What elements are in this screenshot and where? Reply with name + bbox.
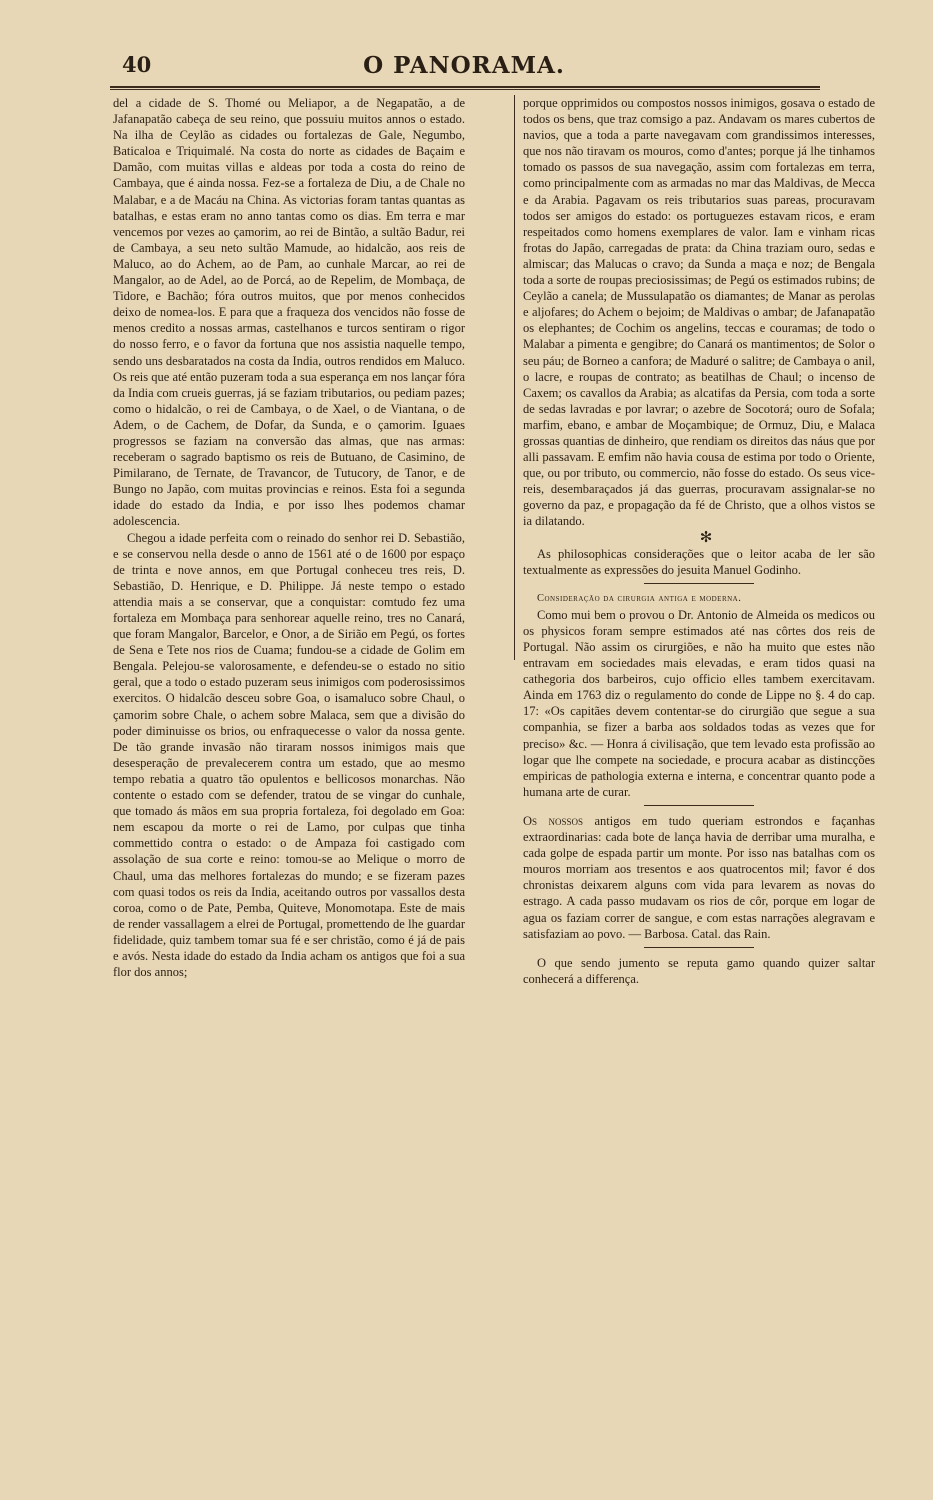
section-rule	[644, 947, 754, 948]
column-divider	[514, 95, 515, 660]
header-rule	[110, 86, 820, 88]
header-rule-thin	[110, 89, 820, 90]
article-paragraph: Como mui bem o provou o Dr. Antonio de Almeida os medicos ou os physicos foram sempre estimados até nas côrtes dos reis de Portugal. Não assim os cirurgiões, e não ha muito que estes não entravam em sociedades mais elevadas, e eram tidos quasi na cathegoria dos barbeiros, cujo officio elles tambem exercitavam. Ainda em 1763 diz o regulamento do conde de Lippe no §. 4 do cap. 17: «Os capitães devem contentar-se do cirurgião que segue a sua companhia, se fizer a barba aos soldados todas as vezes que for preciso» &c. — Honra á civilisação, que tem levado esta profissão ao logar que lhe compete na sociedade, e procura acabar as distincções empiricas de pathologia externa e interna, e concentrar quanto pode a humana arte de curar.	[523, 607, 875, 799]
section-heading: Consideração da cirurgia antiga e moderna.	[537, 592, 742, 604]
page-header	[108, 52, 820, 82]
article-paragraph: del a cidade de S. Thomé ou Meliapor, a de Negapatão, a de Jafanapatão cabeça de seu reino, que possuiu muitos annos o estado. Na ilha de Ceylão as cidades ou fortalezas de Gale, Negumbo, Baticaloa e Triquimalé. Na costa do norte as cidades de Baçaim e Damão, com muitas villas e aldeas por toda a costa do reino de Cambaya, que é ainda nossa. Fez-se a fortaleza de Diu, a de Chale no Malabar, e a de Macáu na China. As victorias foram tantas quantas as batalhas, e estas eram no anno tantas como os dias. Em terra e mar vencemos por vezes ao çamorim, ao rei de Bintão, a sultão Badur, rei de Cambaya, a seu neto sultão Mamude, ao hidalcão, aos reis de Maluco, ao do Achem, ao de Pam, ao cunhale Marcar, ao rei de Mangalor, ao de Adel, ao de Porcá, ao de Repelim, de Mombaça, de Tidore, e Bachão; fóra outros muitos, que por menos conhecidos deixo de nomea-los. E para que a fraqueza dos vencidos não fosse de menos credito a nossas armas, castelhanos e turcos sentiram o rigor do nosso ferro, e o favor da fortuna que nos assistia naquelle tempo, sendo uns desbaratados na costa da India, outros rendidos em Maluco. Os reis que até então puzeram toda a sua esperança em nos lançar fóra da India com crueis guerras, já se faziam tributarios, ou pediam pazes; como o hidalcão, o rei de Cambaya, o de Xael, o de Viantana, o de Adem, o de Cachem, de Dofar, da Sunda, e o çamorim. Iguaes progressos se faziam na conversão das almas, que nas armas: receberam o sagrado baptismo os reis de Butuano, de Casimino, de Pimilarano, de Ternate, de Travancor, de Tutucory, de Tanor, e de Bungo no Japão, com muitas provincias e reinos. Esta foi a segunda idade do estado da India, e por isso lhes podemos chamar adolescencia.	[113, 96, 465, 529]
article-paragraph: O que sendo jumento se reputa gamo quando quizer saltar conhecerá a differença.	[523, 955, 875, 986]
asterism-ornament: ✻	[699, 529, 713, 546]
lead-words: Os nossos	[523, 813, 584, 828]
masthead-title: O PANORAMA.	[363, 52, 565, 79]
paragraph-body: antigos em tudo queriam estrondos e façanhas extraordinarias: cada bote de lança havia de derribar uma muralha, e cada golpe de espada partir um monte. Por isso nas batalhas com os mouros morriam aos tresentos e aos quatrocentos mil; favor é dos chronistas deixarem alguns com vida para levarem as novas do estrago. A cada passo mudavam os rios de côr, porque em logar de agua os faziam correr de sangue, e com estas narrações alegravam e satisfaziam ao povo. — Barbosa. Catal. das Rain.	[523, 813, 875, 941]
section-rule	[644, 805, 754, 806]
article-paragraph: Chegou a idade perfeita com o reinado do senhor rei D. Sebastião, e se conservou nella desde o anno de 1561 até o de 1600 por espaço de trinta e nove annos, em que Portugal conheceu tres reis, D. Sebastião, D. Henrique, e D. Philippe. Já neste tempo o estado attendia mais a se conservar, que a conquistar: comtudo fez uma fortaleza em Mombaça para senhorear aquelle reino, tres no Canará, que foram Mangalor, Barcelor, e Onor, a de Sirião em Pegú, os fortes de Sena e Tete nos rios de Cuama; fundou-se a cidade de Golim em Bengala. Pelejou-se valorosamente, e defendeu-se o estado no sitio geral, que a todo o estado puzeram seus inimigos com poderosissimos exercitos. O hidalcão desceu sobre Goa, o isamaluco sobre Chaul, o çamorim sobre Chale, o achem sobre Malaca, sem que a divisão do poder diminuisse os brios, ou enfraquecesse o valor da nossa gente. De tão grande invasão não tiraram nossos inimigos mais que desesperação de prevalecerem contra um estado, que ao mesmo tempo rebatia a quatro tão opulentos e bellicosos monarchas. Não contente o estado com se defender, tratou de se vingar do cunhale, que tomado ás mãos em sua propria fortaleza, foi degolado em Goa: nem escapou da morte o rei de Lamo, por culpas que tinha commettido contra o estado: o de Ampaza foi castigado com assolação de sua corte e reino: tomou-se ao Melique o morro de Chaul, uma das melhores fortalezas do mundo; e se fizeram pazes com quasi todos os reis da India, aceitando outros por vassallos desta coroa, como o de Pate, Pemba, Quiteve, Monomotapa. Este de mais de render vassallagem a elrei de Portugal, promettendo de lhe guardar fidelidade, quiz tambem tomar sua fé e ser christão, como é já de pais e avós. Nesta idade do estado da India acham os antigos que foi a sua flor dos annos;	[113, 530, 465, 980]
article-paragraph: porque opprimidos ou compostos nossos inimigos, gosava o estado de todos os bens, que traz comsigo a paz. Andavam os mares cubertos de navios, que a toda a parte navegavam com grandissimos interesses, que nos não tiravam os mouros, como d'antes; porque já lhe tinhamos tomado os passos de sua navegação, assim com fortalezas em terra, como principalmente com as armadas no mar das Maldivas, de Mecca e da Arabia. Pagavam os reis tributarios suas pareas, procuravam todos ser amigos do estado: os portuguezes estavam ricos, e eram respeitados como homens exemplares de valor. Iam e vinham ricas frotas do Japão, carregadas de prata: da China traziam ouro, sedas e almiscar; das Malucas o cravo; da Sunda a maça e noz; de Bengala toda a sorte de roupas preciosissimas; de Pegú os estimados rubins; de Ceylão a canela; de Mussulapatão os diamantes; de Manar as perolas e aljofares; do Achem o bejoim; de Maldivas o ambar; de Jafanapatão os elephantes; de Cochim os angelins, teccas e couramas; de todo o Malabar a pimenta e gengibre; do Canará os mantimentos; de Solor o seu páu; de Borneo a canfora; de Maduré o salitre; de Cambaya o anil, o lacre, e roupas de contrato; as beatilhas de Chaul; o incenso de Caxem; os cavallos da Arabia; as alcatifas da Persia, com toda a sorte de sedas lavradas e por lavrar; o azebre de Socotorá; ouro de Sofala; marfim, ebano, e ambar de Moçambique; de Ormuz, Diu, e Malaca grossas quantias de dinheiro, que rendiam os direitos das náus que por alli passavam. E emfim não havia cousa de estima por todo o Oriente, que, ou por tributo, ou commercio, não fosse do estado. Os seus vice-reis, desembaraçados já das guerras, procuravam assignalar-se no governo da paz, e propagação da fé de Christo, que a olhos vistos se ia dilatando.	[523, 96, 875, 529]
article-paragraph: As philosophicas considerações que o leitor acaba de ler são textualmente as expressões do jesuita Manuel Godinho.	[523, 546, 875, 577]
section-rule	[644, 583, 754, 584]
page-number: 40	[122, 52, 152, 77]
article-paragraph	[523, 813, 875, 942]
right-column	[523, 95, 875, 987]
left-column	[113, 95, 465, 980]
